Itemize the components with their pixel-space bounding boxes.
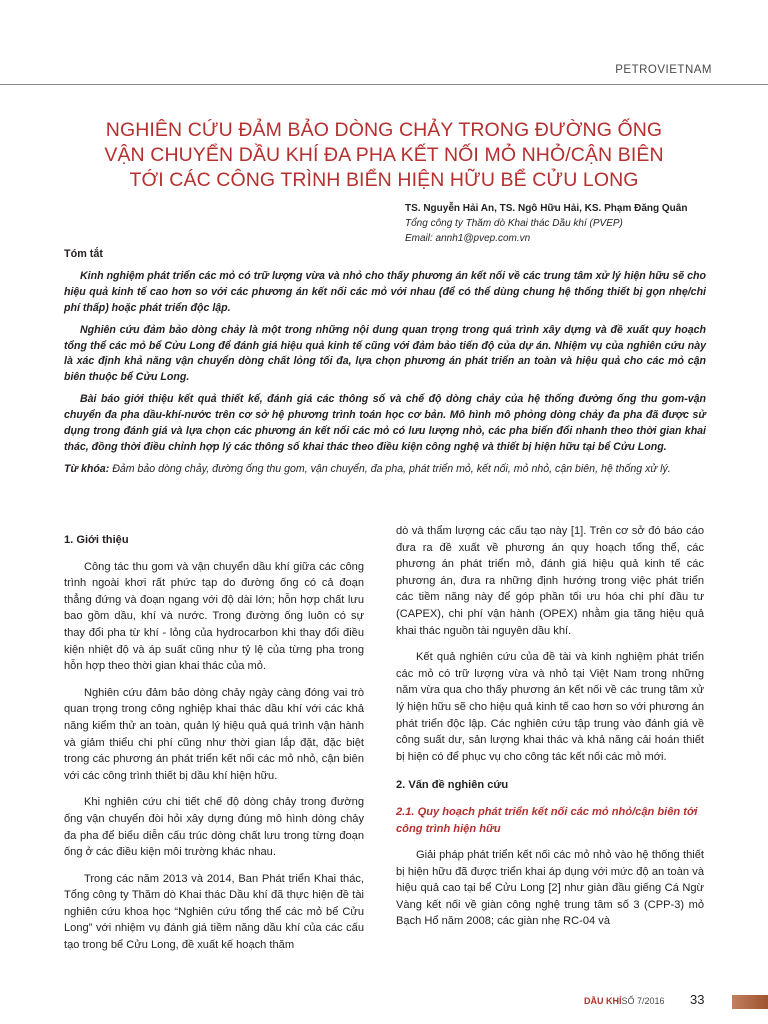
body-paragraph: Khi nghiên cứu chi tiết chế độ dòng chảy trong đường ống vận chuyển đòi hỏi xây dựng đúng mô hình dòng chảy đa pha để biểu diễn cấu trúc dòng chất lưu trong từng đoạn ống ở các điều kiện môi trường khác nhau. [64, 796, 364, 859]
footer-issue: - SỐ 7/2016 [616, 996, 665, 1006]
body-paragraph: Trong các năm 2013 và 2014, Ban Phát triển Khai thác, Tổng công ty Thăm dò Khai thác Dầu khí đã thực hiện đề tài nghiên cứu khoa học “Nghiên cứu tổng thể các mỏ bể Cửu Long” với nhiệm vụ đánh giá tiềm năng dầu khí của các cấu tạo trong bể Cửu Long, đề xuất kế hoạch thăm [64, 872, 364, 952]
body-paragraph: Giải pháp phát triển kết nối các mỏ nhỏ vào hệ thống thiết bị hiện hữu đã được triển khai áp dụng với mức độ an toàn và hiệu quả cao tại bể Cửu Long [2] như giàn đầu giếng Cá Ngừ Vàng kết nối về giàn công nghệ trung tâm số 3 (CPP-3) mỏ Bạch Hổ năm 2008; các giàn nhẹ RC-04 và [396, 849, 704, 928]
author-email: Email: annh1@pvep.com.vn [405, 233, 531, 244]
publication-name: PETROVIETNAM [615, 64, 712, 76]
author-names: TS. Nguyễn Hải An, TS. Ngô Hữu Hải, KS. Phạm Đăng Quân [405, 203, 688, 214]
body-paragraph: Công tác thu gom và vận chuyển dầu khí giữa các công trình ngoài khơi rất phức tạp do đường ống có cả đoạn thẳng đứng và đoạn ngang với độ dài lớn; hỗn hợp chất lưu bao gồm dầu, khí và nước. Trong đường ống luôn có sự thay đổi pha từ khí - lỏng của hydrocarbon khi thay đổi điều kiện nhiệt độ và áp suất cũng như tỷ lệ của từng pha trong hỗn hợp theo thời gian khai thác của mỏ. [64, 560, 364, 673]
keywords [64, 462, 706, 478]
title-line: NGHIÊN CỨU ĐẢM BẢO DÒNG CHẢY TRONG ĐƯỜNG ỐNG [105, 119, 663, 141]
abstract-paragraph: Bài báo giới thiệu kết quả thiết kế, đánh giá các thông số và chế độ dòng chảy của hệ thống đường ống thu gom-vận chuyển đa pha dầu-khí-nước trên cơ sở hệ phương trình toán học cơ bản. Mô hình mô phỏng dòng chảy đa pha đã được sử dụng trong đánh giá và lựa chọn các phương án kết nối các mỏ có lưu lượng nhỏ, các pha biến đổi nhanh theo thời gian khai thác, đồng thời điều chỉnh hợp lý các thông số khai thác theo điều kiện công nghệ và thiết bị hiện hữu tại bể Cửu Long. [64, 393, 706, 453]
abstract-paragraph: Kinh nghiệm phát triển các mỏ có trữ lượng vừa và nhỏ cho thấy phương án kết nối về các trung tâm xử lý hiện hữu sẽ cho hiệu quả kinh tế cao hơn so với các phương án kết nối các mỏ với nhau (để có thể dùng chung hệ thống thiết bị gọn nhẹ/chi phí thấp) hoặc phát triển độc lập. [64, 269, 706, 314]
abstract [64, 247, 706, 478]
footer-brand: DẦU KHÍ [584, 996, 622, 1006]
abstract-heading: Tóm tắt [64, 248, 103, 260]
abstract-paragraph: Nghiên cứu đảm bảo dòng chảy là một trong những nội dung quan trọng trong quá trình xây dựng và đề xuất quy hoạch tổng thể các mỏ bể Cửu Long để đánh giá hiệu quả kinh tế cũng với đảm bảo tiến độ của dự án. Nhiệm vụ của nghiên cứu này là xác định khả năng vận chuyển dòng chất lỏng tối đa, lựa chọn phương án phát triển an toàn và hiệu quả cho các mỏ cận biên thuộc bể Cửu Long. [64, 323, 706, 384]
author-affiliation: Tổng công ty Thăm dò Khai thác Dầu khí (PVEP) [405, 218, 623, 229]
section-heading: 2. Vấn đề nghiên cứu [396, 779, 509, 792]
page-header [0, 56, 768, 86]
page-number: 33 [690, 992, 705, 1007]
header-rule [0, 84, 768, 85]
title-line: VẬN CHUYỂN DẦU KHÍ ĐA PHA KẾT NỐI MỎ NHỎ/CẬN BIÊN [104, 144, 664, 166]
body-paragraph: Kết quả nghiên cứu của đề tài và kinh nghiệm phát triển các mỏ có trữ lượng vừa và nhỏ tại Việt Nam trong những năm vừa qua cho thấy phương án kết nối về các trung tâm xử lý hiện hữu sẽ cho hiệu quả kinh tế cao hơn so với phương án phát triển độc lập. Các nghiên cứu tập trung vào đánh giá về công suất dư, sản lượng khai thác và khả năng cải hoán thiết bị hiện có để phục vụ cho công tác kết nối các mỏ mới. [396, 651, 704, 763]
section-heading: 1. Giới thiệu [64, 534, 129, 546]
body-paragraph: Nghiên cứu đảm bảo dòng chảy ngày càng đóng vai trò quan trọng trong công nghiệp khai thác dầu khí với các khả năng kiểm thử an toàn, quản lý hiệu quả quá trình vận hành và giảm thiểu chi phí cũng như thời gian lắp đặt, đặc biệt trong các phương án phát triển kết nối các mỏ nhỏ, cận biên với các công trình thiết bị dầu khí hiện hữu. [64, 686, 364, 782]
page-footer [0, 991, 768, 1011]
article-title [80, 118, 688, 193]
left-column [64, 532, 364, 964]
body-paragraph: dò và thẩm lượng các cấu tạo này [1]. Trên cơ sở đó báo cáo đưa ra đề xuất về phương án quy hoạch tổng thể, các phương án phát triển mỏ, đánh giá hiệu quả kinh tế các phương án, đưa ra những định hướng trong việc phát triển các tiềm năng này để góp phần tối ưu hóa chi phí đầu tư (CAPEX), chi phí vận hành (OPEX) nhằm gia tăng hiệu quả khai thác nguồn tài nguyên dầu khí. [396, 525, 704, 637]
author-block [405, 201, 687, 246]
footer-accent-bar [732, 995, 768, 1009]
keywords-text: Đảm bảo dòng chảy, đường ống thu gom, vận chuyển, đa pha, phát triển mỏ, kết nối, mỏ nhỏ, cận biên, hệ thống xử lý. [112, 462, 671, 475]
right-column [396, 523, 704, 940]
keywords-label: Từ khóa: [64, 462, 110, 475]
title-line: TỚI CÁC CÔNG TRÌNH BIỂN HIỆN HỮU BỂ CỬU LONG [129, 169, 639, 191]
subsection-heading: 2.1. Quy hoạch phát triển kết nối các mỏ nhỏ/cận biên tới công trình hiện hữu [396, 805, 698, 835]
